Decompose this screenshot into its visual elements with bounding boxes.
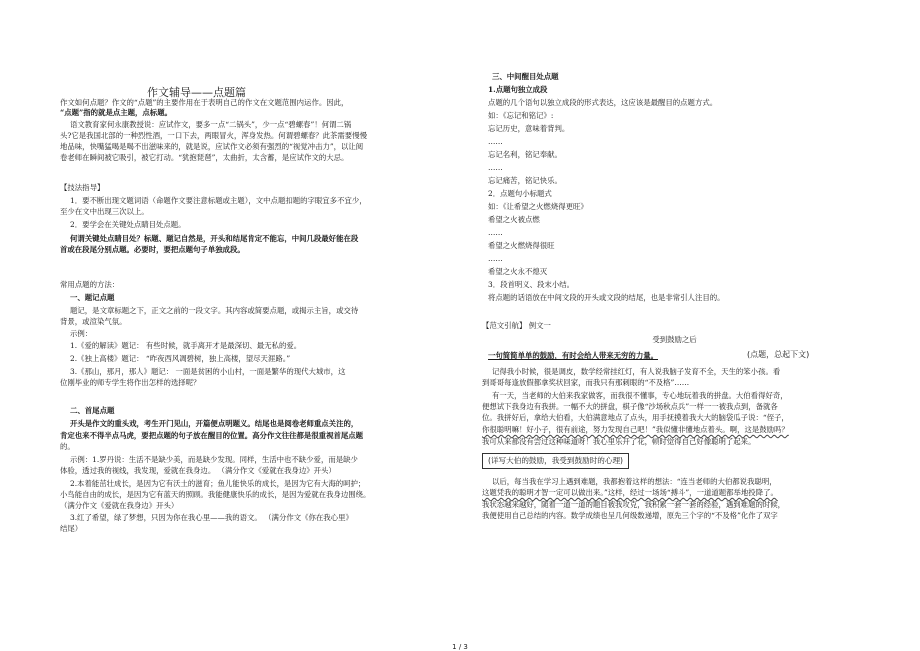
example-heading: 【范文引航】 例文一 [482, 321, 551, 330]
middle-heading: 三、中间醒目处点题 [492, 72, 559, 81]
essay-line: 这题凭我的聪明才智一定可以做出来。”这样，经过一场场“搏斗”，一道道题都举地投降了。 [482, 488, 778, 497]
intro-line: 头?它是我国北部的一种烈性酒，一口下去，两眼冒火，浑身发热。何谓碧螺春？此茶需要慢慢 [60, 131, 367, 140]
sec2-line: 的。 [60, 442, 75, 451]
essay-callout-1: (点题，总起下文) [747, 350, 810, 359]
essay-line: 到哥哥每逢放假都拿奖状回家，而我只有那刺眼的“不及格”…… [482, 378, 690, 387]
intro-line: 卷老师在瞬间被它吸引，被它打动。“犹抱琵琶”，太曲折，太含蓄，是应试作文的大忌。 [60, 153, 349, 162]
essay-lead: 一句简简单单的鼓励，有时会给人带来无穷的力量。 [488, 351, 658, 360]
page-title: 作文辅导——点题篇 [147, 86, 246, 99]
sec2-line: （满分作文《爱就在我身边》开头） [60, 501, 179, 510]
tips-line: 1．要不断出现文题词语（命题作文要注意标题或主题），文中点题扣题的字眼宜多不宜少， [70, 196, 367, 205]
section-title-2: 二、首尾点题 [70, 406, 115, 415]
essay-title: 受到鼓励之后 [652, 335, 697, 344]
section-title-1: 一、题记点题 [70, 293, 115, 302]
sec1-line: 示例： [70, 329, 93, 338]
tips-line: 首或在段尾分别点题。必要时，要把点题句子单独成段。 [60, 245, 245, 254]
essay-line: 我状态越来越好，随着一道一道的题目被我攻克，我积累一套一套的经验，遇到难题的时候， [482, 500, 786, 509]
essay-line: 以后，每当我在学习上遇到难题，我都抱着这样的想法：“连当老师的大伯都说我聪明， [492, 477, 777, 486]
tips-line: 至少在文中出现三次以上。 [60, 207, 149, 216]
tips-line: 2．要学会在关键处点睛目处点题。 [70, 220, 186, 229]
sec1-line: 背景，或渲染气氛。 [60, 317, 127, 326]
middle-line: 点题的几个语句以独立成段的形式表达，这应该是最醒目的点题方式。 [488, 98, 718, 107]
middle-line: 希望之火燃烧得很旺 [488, 241, 555, 250]
middle-end: 将点题的话语放在中间文段的开头或文段的结尾，也是非常引人注目的。 [488, 293, 725, 302]
sec2-line: 3.红了希望，绿了梦想，只因为你在我心里——我的语文。 （满分作文《你在我心里》 [70, 513, 353, 522]
sec2-line: 开头是作文的重头戏，考生开门见山，开篇便点明题义。结尾也是阅卷老师重点关注的， [70, 419, 359, 428]
page-number: 1 / 3 [452, 643, 468, 651]
essay-line: 便想试下我身边有我拼。一幅不大的拼盘，棋子像“沙场秋点兵”一样一一被我点到，备就各 [482, 402, 778, 411]
middle-line: 忘记痛苦，铭记快乐。 [488, 176, 562, 185]
middle-sub1: 1.点题句独立成段 [488, 85, 548, 94]
essay-callout-2: (详写大伯的鼓励，我受到鼓励时的心理) [482, 453, 629, 469]
intro-line: “点题”指的就是点主题，点标题。 [60, 108, 172, 117]
intro-line: 语文教育家何永康教授说：应试作文，要多一点“二锅头”，少一点“碧螺春”！何谓二锅 [70, 120, 352, 129]
middle-line: 希望之火永不熄灭 [488, 267, 548, 276]
sec2-line: 2.本着能茁壮成长，是因为它有沃土的滋育；鱼儿能快乐的成长，是因为它有大海的呵护； [70, 479, 366, 488]
methods-heading: 常用点题的方法： [60, 280, 120, 289]
middle-line: …… [488, 228, 503, 237]
essay-line: 我可从来都没有尝过这种味道呀！我心里乐开了花，顿时觉得自己好像聪明了起来。 [482, 437, 756, 446]
sec2-line: 体验，透过我的视线，我发现，爱就在我身边。 （满分作文《爱就在我身边》开头） [60, 466, 336, 475]
essay-line: 位。我拼好后，拿给大伯看，大伯满意地点了点头，用手抚摸着我大大的脑袋瓜子说：“侄子， [482, 413, 789, 422]
sec1-line: 1.《爱的解读》题记： 有些时候，就手离开才是最深切、最无私的爱。 [70, 341, 302, 350]
middle-line: 忘记历史，意味着背判。 [488, 124, 570, 133]
sec1-line: 2.《独上高楼》题记： “昨夜西风凋碧树，独上高楼，望尽天涯路。” [70, 354, 291, 363]
intro-line: 地品味，快嘴猛喝是喝不出滋味来的，就是说，应试作文必须有强烈的“视觉冲击力”，以让阅 [60, 142, 364, 151]
sec1-line: 3.《那山，那月，那人》题记： 一面是贫困的小山村，一面是繁华的现代大城市，这 [70, 367, 346, 376]
middle-line: 忘记名利，铭记奉献。 [488, 150, 562, 159]
middle-line: 如：《让希望之火燃烧得更旺》 [488, 202, 588, 211]
middle-line: 希望之火被点燃 [488, 215, 540, 224]
middle-line: …… [488, 163, 503, 172]
middle-sub3: 3．段首明义、段末小结。 [488, 280, 575, 289]
sec2-line: 肯定也来不得半点马虎，要把点题的句子放在醒目的位置。高分作文往往都是很重视首尾点题 [60, 431, 364, 440]
intro-line: 作文如何点题？作文的“点题”的主要作用在于表明自己的作文在文题范围内运作。因此， [60, 98, 349, 107]
middle-line: …… [488, 137, 503, 146]
middle-line: …… [488, 254, 503, 263]
essay-line: 记得我小时候，很是调皮，数学经常挂红灯，有人说我脑子发育不全，天生的笨小孩。看 [492, 367, 781, 376]
middle-sub2: 2．点题句小标题式 [488, 189, 552, 198]
sec1-line: 题记，是文章标题之下，正文之前的一段文字。其内容或简要点题，或揭示主旨，或交待 [70, 306, 359, 315]
essay-line: 我便使用自己总结的内容。数学成绩也呈几何级数递增，原先三个字的“不及格”化作了双字 [482, 511, 778, 520]
sec2-line: 结尾） [60, 524, 83, 533]
middle-line: 如：《忘记和铭记》: [488, 111, 554, 120]
essay-line: 你很聪明嘛！好小子，很有前途，努力发现自己吧！”我似懂非懂地点着头。啊，这是鼓励吗？ [482, 425, 789, 434]
sec2-line: 示例：1.罗丹说：生活不是缺少美，而是缺少发现。同样，生活中也不缺少爱，而是缺少 [70, 455, 358, 464]
sec2-line: 小鸟能自由的成长，是因为它有蓝天的照顾。我能健康快乐的成长，是因为爱就在我身边围绕。 [60, 490, 371, 499]
tips-heading: 【技法指导】 [60, 183, 105, 192]
sec1-line: 位刚毕业的师专学生将作出怎样的选择呢？ [60, 378, 201, 387]
essay-line: 有一天，当老师的大伯来我家做客，而我很不懂事，专心地玩着我的拼盘。大伯看得好奇， [492, 391, 788, 400]
tips-line: 何谓关键处点睛目处？标题、题记自然是，开头和结尾肯定不能忘，中间几段最好能在段 [70, 234, 359, 243]
